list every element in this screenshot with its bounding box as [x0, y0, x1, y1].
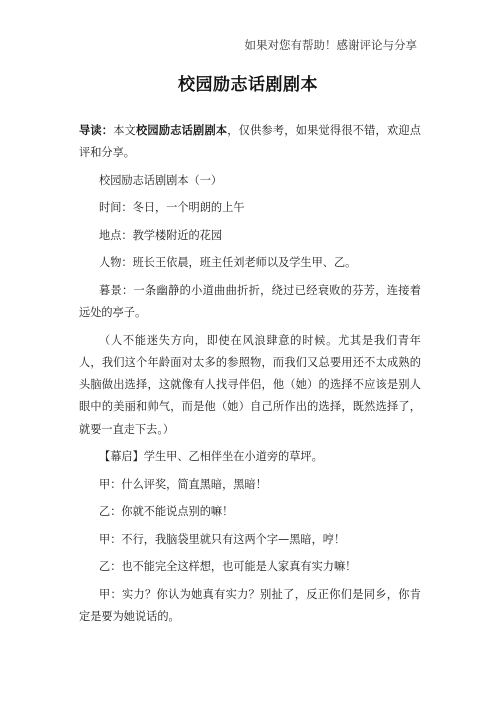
dialogue-line: 甲：什么评奖，简直黑暗，黑暗！ [99, 477, 267, 491]
paragraph-curtain-rise: 【幕启】学生甲、乙相伴坐在小道旁的草坪。 [99, 450, 323, 464]
dialogue-line: 甲：实力？你认为她真有实力？别扯了，反正你们是同乡，你肯定是要为她说话的。 [79, 587, 421, 623]
dialogue-line: 乙：你就不能说点别的嘛！ [99, 505, 234, 519]
intro-paragraph [79, 120, 421, 165]
document-body [79, 120, 421, 633]
paragraph-scene: 暮景：一条幽静的小道曲曲折折，绕过已经衰败的芬芳，连接着远处的亭子。 [79, 283, 421, 320]
dialogue-line: 乙：也不能完全这样想，也可能是人家真有实力嘛！ [99, 560, 357, 574]
paragraph-section-heading: 校园励志话剧剧本（一） [99, 173, 223, 187]
page-title: 校园励志话剧剧本 [178, 75, 318, 95]
intro-bold-title: 校园励志话剧剧本 [136, 124, 228, 137]
dialogue-line: 甲：不行，我脑袋里就只有这两个字—黑暗，哼！ [99, 532, 346, 546]
paragraph-location: 地点：教学楼附近的花园 [99, 228, 223, 242]
paragraph-narration: （人不能迷失方向，即使在风浪肆意的时候。尤其是我们青年人，我们这个年龄面对太多的参照物，而我们又总要用还不太成熟的头脑做出选择，这就像有人找寻伴侣，他（她）的选择不应该是别人眼中的美丽和帅气，而是他（她）自己所作出的选择，既然选择了，就要一直走下去。） [79, 333, 421, 436]
paragraph-characters: 人物：班长王依晨，班主任刘老师以及学生甲、乙。 [99, 256, 357, 270]
intro-post: ，仅供参考，如果觉得很不错，欢迎点评和分享。 [79, 124, 421, 160]
paragraph-time: 时间：冬日，一个明朗的上午 [99, 201, 245, 215]
intro-pre: 本文 [113, 124, 137, 137]
intro-label: 导读： [79, 124, 114, 137]
header-note: 如果对您有帮助！感谢评论与分享 [244, 38, 417, 52]
